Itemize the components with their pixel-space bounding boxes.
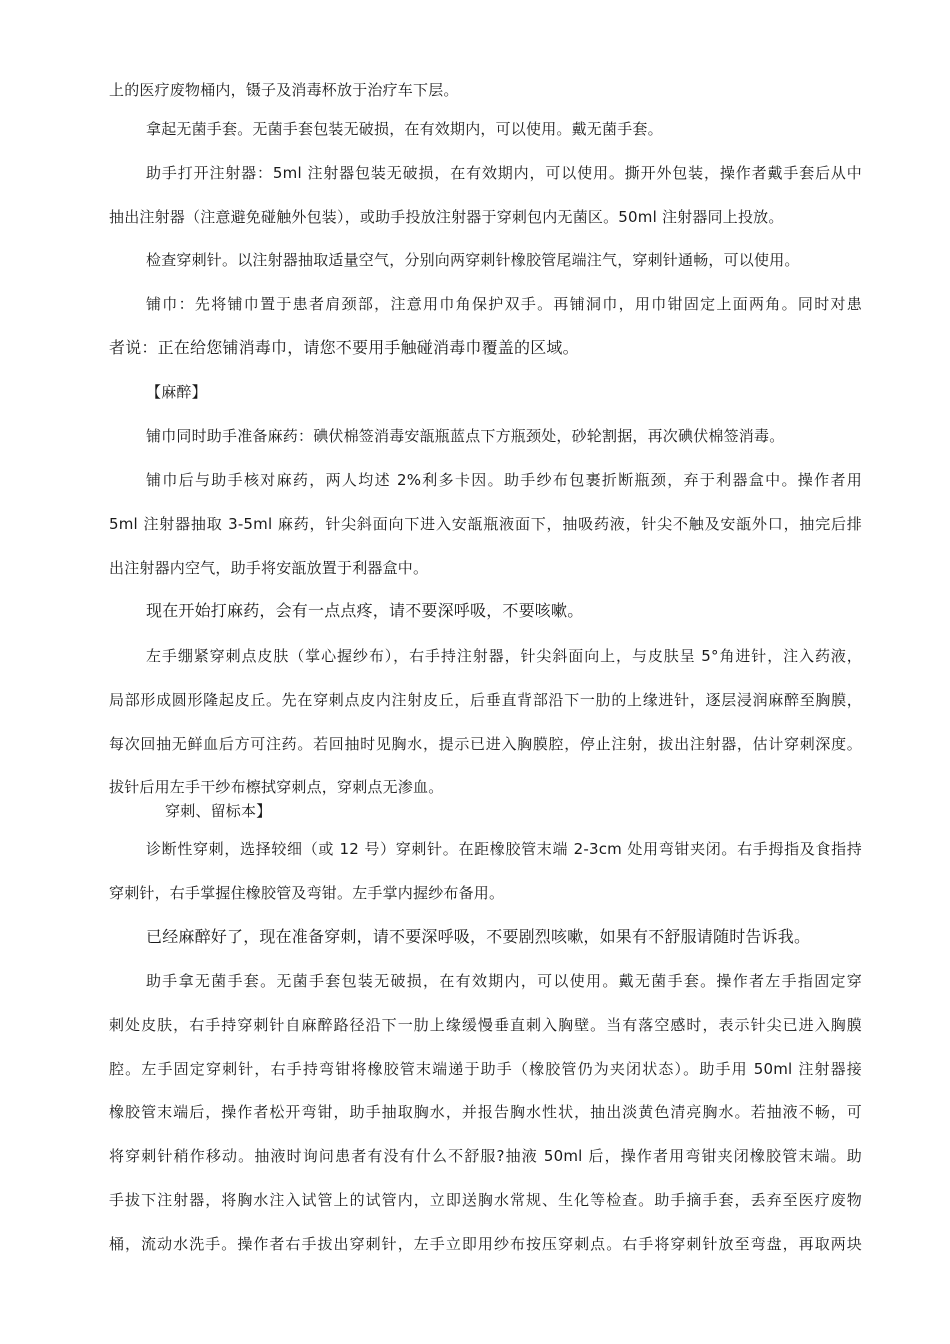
paragraph-line: 拿起无菌手套。无菌手套包装无破损，在有效期内，可以使用。戴无菌手套。	[146, 120, 663, 138]
paragraph-line: 铺巾同时助手准备麻药：碘伏棉签消毒安瓿瓶蓝点下方瓶颈处，砂轮割据，再次碘伏棉签消毒。	[146, 427, 785, 445]
paragraph-line: 诊断性穿刺，选择较细（或 12 号）穿刺针。在距橡胶管末端 2-3cm 处用弯钳夹闭。右手拇指及食指持	[146, 840, 862, 858]
paragraph-line: 腔。左手固定穿刺针，右手持弯钳将橡胶管末端递于助手（橡胶管仍为夹闭状态）。助手用 50ml 注射器接	[109, 1060, 862, 1078]
paragraph-line: 现在开始打麻药，会有一点点疼，请不要深呼吸，不要咳嗽。	[146, 601, 584, 620]
paragraph-line: 橡胶管末端后，操作者松开弯钳，助手抽取胸水，并报告胸水性状，抽出淡黄色清亮胸水。若抽液不畅，可	[109, 1103, 862, 1121]
paragraph-line: 每次回抽无鲜血后方可注药。若回抽时见胸水，提示已进入胸膜腔，停止注射，拔出注射器，估计穿刺深度。	[109, 735, 862, 753]
section-heading: 穿刺、留标本】	[165, 802, 272, 820]
paragraph-line: 检查穿刺针。以注射器抽取适量空气，分别向两穿刺针橡胶管尾端注气，穿刺针通畅，可以使用。	[146, 251, 800, 269]
paragraph-line: 者说：正在给您铺消毒巾，请您不要用手触碰消毒巾覆盖的区域。	[109, 338, 579, 357]
paragraph-line: 铺巾：先将铺巾置于患者肩颈部，注意用巾角保护双手。再铺洞巾，用巾钳固定上面两角。同时对患	[146, 295, 862, 313]
paragraph-line: 5ml 注射器抽取 3-5ml 麻药，针尖斜面向下进入安瓿瓶液面下，抽吸药液，针尖不触及安瓿外口，抽完后排	[109, 515, 862, 533]
paragraph-line: 抽出注射器（注意避免碰触外包装），或助手投放注射器于穿刺包内无菌区。50ml 注射器同上投放。	[109, 208, 784, 226]
paragraph-line: 手拔下注射器，将胸水注入试管上的试管内，立即送胸水常规、生化等检查。助手摘手套，丢弃至医疗废物	[109, 1191, 862, 1209]
paragraph-line: 铺巾后与助手核对麻药，两人均述 2%利多卡因。助手纱布包裹折断瓶颈，弃于利器盒中。操作者用	[146, 471, 862, 489]
paragraph-line: 助手拿无菌手套。无菌手套包装无破损，在有效期内，可以使用。戴无菌手套。操作者左手指固定穿	[146, 972, 862, 990]
paragraph-line: 局部形成圆形隆起皮丘。先在穿刺点皮内注射皮丘，后垂直背部沿下一肋的上缘进针，逐层浸润麻醉至胸膜，	[109, 691, 862, 709]
paragraph-line: 出注射器内空气，助手将安瓿放置于利器盒中。	[109, 559, 429, 577]
paragraph-line: 左手绷紧穿刺点皮肤（掌心握纱布），右手持注射器，针尖斜面向上，与皮肤呈 5°角进针，注入药液，	[146, 647, 862, 665]
paragraph-line: 上的医疗废物桶内，镊子及消毒杯放于治疗车下层。	[109, 81, 459, 99]
paragraph-line: 桶，流动水洗手。操作者右手拔出穿刺针，左手立即用纱布按压穿刺点。右手将穿刺针放至弯盘，再取两块	[109, 1235, 862, 1253]
paragraph-line: 已经麻醉好了，现在准备穿刺，请不要深呼吸，不要剧烈咳嗽，如果有不舒服请随时告诉我。	[146, 927, 811, 946]
paragraph-line: 助手打开注射器：5ml 注射器包装无破损，在有效期内，可以使用。撕开外包装，操作者戴手套后从中	[146, 164, 862, 182]
paragraph-line: 刺处皮肤，右手持穿刺针自麻醉路径沿下一肋上缘缓慢垂直刺入胸壁。当有落空感时，表示针尖已进入胸膜	[109, 1016, 862, 1034]
paragraph-line: 穿刺针，右手掌握住橡胶管及弯钳。左手掌内握纱布备用。	[109, 884, 505, 902]
paragraph-line: 拔针后用左手干纱布檫拭穿刺点，穿刺点无渗血。	[109, 778, 444, 796]
paragraph-line: 将穿刺针稍作移动。抽液时询问患者有没有什么不舒服?抽液 50ml 后，操作者用弯钳夹闭橡胶管末端。助	[109, 1147, 862, 1165]
section-heading: 【麻醉】	[146, 383, 207, 401]
